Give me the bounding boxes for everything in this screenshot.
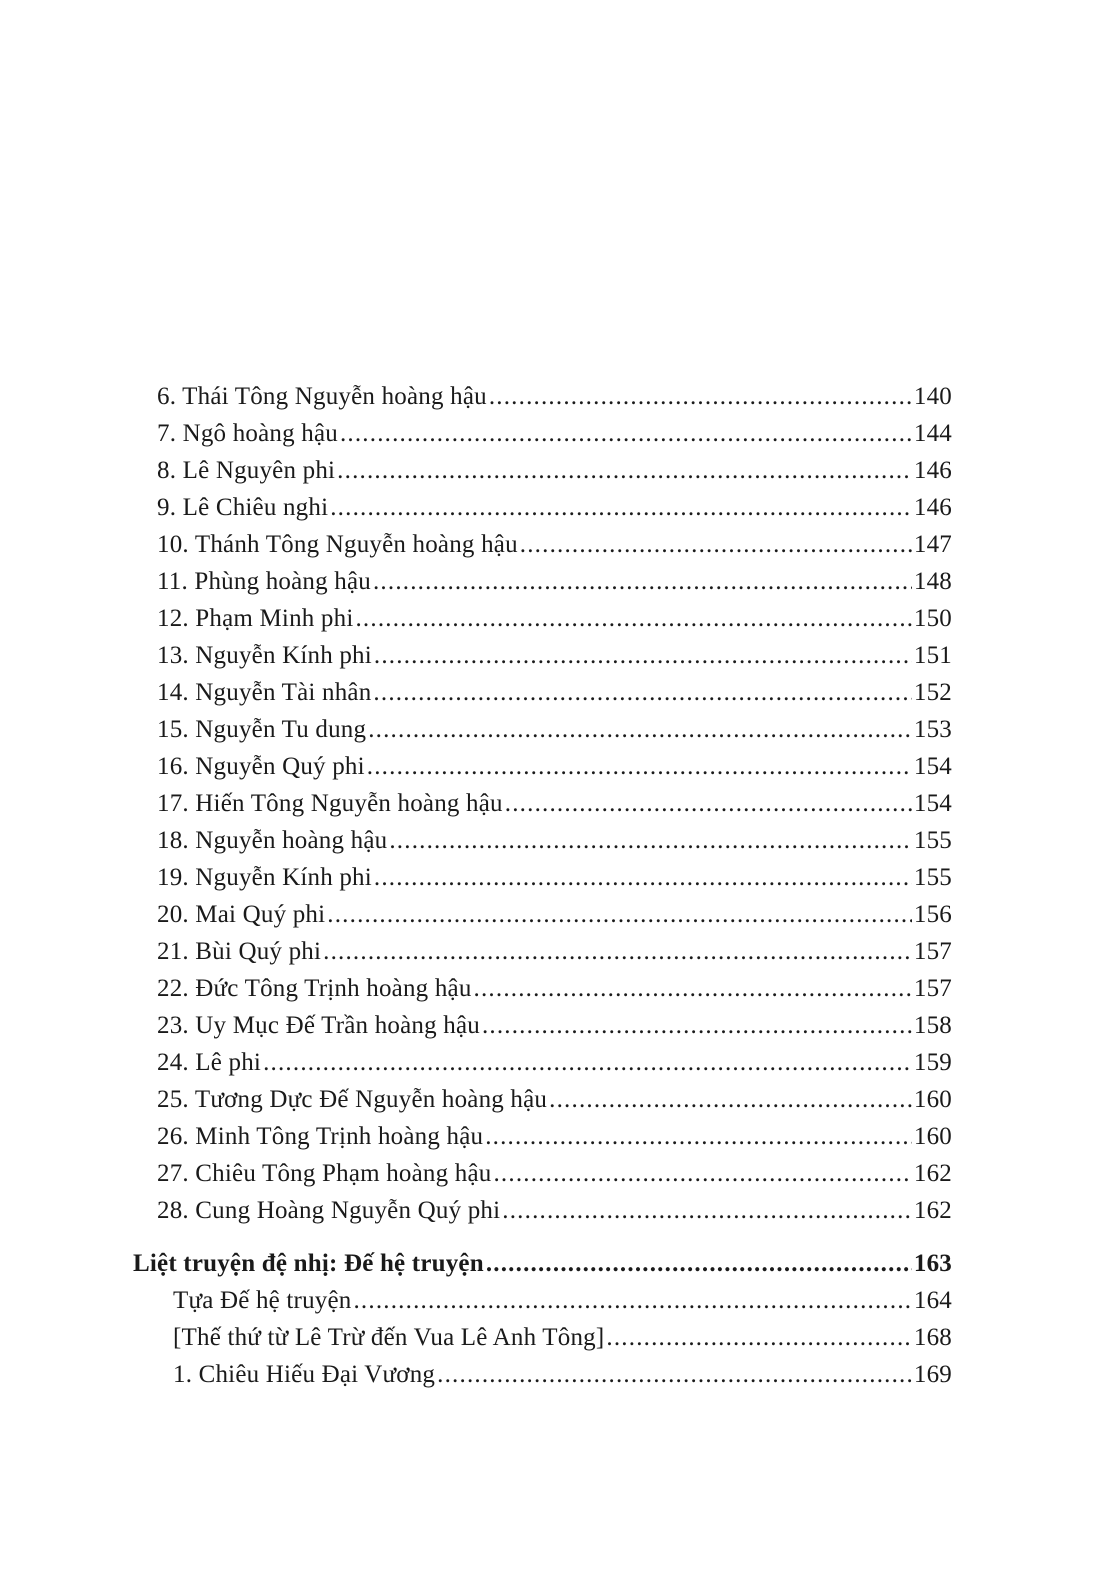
toc-entry-page: 159 [913, 1049, 952, 1076]
toc-entry-title: 10. Thánh Tông Nguyễn hoàng hậu [157, 531, 518, 558]
toc-entry-page: 160 [913, 1086, 952, 1113]
toc-entry-page: 153 [913, 716, 952, 743]
toc-entry-page: 157 [913, 938, 952, 965]
dot-leader [520, 526, 912, 563]
dot-leader [368, 711, 912, 748]
toc-entry-page: 168 [913, 1324, 952, 1351]
toc-entry-page: 158 [913, 1012, 952, 1039]
dot-leader [482, 1007, 912, 1044]
toc-entry-title: 11. Phùng hoàng hậu [157, 568, 371, 595]
toc-entry [157, 489, 952, 526]
toc-entry-page: 169 [913, 1361, 952, 1388]
toc-entry-page: 164 [913, 1287, 952, 1314]
toc-entry [157, 600, 952, 637]
dot-leader [437, 1356, 912, 1393]
toc-entry [157, 785, 952, 822]
toc-entry-page: 140 [913, 383, 952, 410]
dot-leader [502, 1192, 912, 1229]
toc-entry-page: 146 [913, 457, 952, 484]
toc-entry-page: 146 [913, 494, 952, 521]
dot-leader [485, 1118, 912, 1155]
toc-entry [157, 970, 952, 1007]
toc-entry [173, 1356, 952, 1393]
toc-entry-title: 23. Uy Mục Đế Trần hoàng hậu [157, 1012, 480, 1039]
toc-entry [157, 1155, 952, 1192]
toc-entry-page: 162 [913, 1197, 952, 1224]
dot-leader [374, 859, 912, 896]
toc-entry [157, 748, 952, 785]
toc-entry-page: 157 [913, 975, 952, 1002]
toc-entry-page: 156 [913, 901, 952, 928]
toc-entry-title: 8. Lê Nguyên phi [157, 457, 336, 484]
toc-entry-title: 17. Hiến Tông Nguyễn hoàng hậu [157, 790, 503, 817]
toc-entry-title: 26. Minh Tông Trịnh hoàng hậu [157, 1123, 484, 1150]
toc-entry-page: 155 [913, 827, 952, 854]
toc-entry-title: 24. Lê phi [157, 1049, 262, 1076]
toc-entry-title: 7. Ngô hoàng hậu [157, 420, 338, 447]
dot-leader [367, 748, 912, 785]
toc-entry-page: 151 [913, 642, 952, 669]
toc-entry-page: 144 [913, 420, 952, 447]
dot-leader [330, 489, 912, 526]
toc-entry-title: 16. Nguyễn Quý phi [157, 753, 365, 780]
toc-entry-page: 147 [913, 531, 952, 558]
toc-entry [157, 1118, 952, 1155]
toc-entry [157, 637, 952, 674]
toc-entry [157, 674, 952, 711]
dot-leader [327, 896, 912, 933]
toc-entry-title: 15. Nguyễn Tu dung [157, 716, 367, 743]
toc-entry-page: 152 [913, 679, 952, 706]
dot-leader [389, 822, 912, 859]
dot-leader [505, 785, 912, 822]
toc-entry [157, 1007, 952, 1044]
toc-entry [157, 822, 952, 859]
toc-entry-title: [Thế thứ từ Lê Trừ đến Vua Lê Anh Tông] [173, 1324, 605, 1351]
toc-entry-title: Tựa Đế hệ truyện [173, 1287, 352, 1314]
toc-entry [157, 452, 952, 489]
toc-entry [157, 415, 952, 452]
toc-entry-title: 18. Nguyễn hoàng hậu [157, 827, 388, 854]
toc-entry-page: 154 [913, 790, 952, 817]
dot-leader [340, 415, 912, 452]
toc-entry-page: 150 [913, 605, 952, 632]
dot-leader [373, 563, 912, 600]
dot-leader [337, 452, 912, 489]
toc-entry-title: 19. Nguyễn Kính phi [157, 864, 372, 891]
toc-entry [173, 1319, 952, 1356]
dot-leader [323, 933, 912, 970]
toc-entry-page: 148 [913, 568, 952, 595]
toc-entry-page: 160 [913, 1123, 952, 1150]
toc-entry-title: 22. Đức Tông Trịnh hoàng hậu [157, 975, 472, 1002]
toc-section-heading [133, 1245, 952, 1282]
dot-leader [493, 1155, 911, 1192]
dot-leader [489, 378, 912, 415]
toc-entry [157, 1081, 952, 1118]
dot-leader [549, 1081, 912, 1118]
dot-leader [353, 1282, 911, 1319]
toc-entry [157, 1192, 952, 1229]
toc-entry-page: 155 [913, 864, 952, 891]
toc-entry [157, 378, 952, 415]
toc-entry-title: 27. Chiêu Tông Phạm hoàng hậu [157, 1160, 492, 1187]
dot-leader [263, 1044, 912, 1081]
toc-entry-title: 20. Mai Quý phi [157, 901, 326, 928]
toc-entry-title: 9. Lê Chiêu nghi [157, 494, 329, 521]
dot-leader [373, 674, 911, 711]
toc-entry-page: 154 [913, 753, 952, 780]
toc-entry-title: 14. Nguyễn Tài nhân [157, 679, 372, 706]
dot-leader [474, 970, 912, 1007]
toc-entry [157, 711, 952, 748]
toc-entry [157, 896, 952, 933]
toc-entry-title: 6. Thái Tông Nguyễn hoàng hậu [157, 383, 487, 410]
toc-section-page: 163 [913, 1250, 952, 1277]
toc-entry-page: 162 [913, 1160, 952, 1187]
toc-entry [157, 1044, 952, 1081]
dot-leader [486, 1245, 912, 1282]
dot-leader [374, 637, 912, 674]
toc-entry [157, 933, 952, 970]
toc-section-title: Liệt truyện đệ nhị: Đế hệ truyện [133, 1250, 484, 1277]
toc-entry-title: 13. Nguyễn Kính phi [157, 642, 372, 669]
dot-leader [606, 1319, 911, 1356]
toc-entry [173, 1282, 952, 1319]
toc-entry [157, 526, 952, 563]
toc-entry-title: 12. Phạm Minh phi [157, 605, 354, 632]
toc-entry-title: 21. Bùi Quý phi [157, 938, 322, 965]
dot-leader [355, 600, 911, 637]
toc-entry-title: 25. Tương Dực Đế Nguyễn hoàng hậu [157, 1086, 548, 1113]
toc-entry-title: 28. Cung Hoàng Nguyễn Quý phi [157, 1197, 501, 1224]
toc-entry [157, 859, 952, 896]
toc-entry [157, 563, 952, 600]
toc-entry-title: 1. Chiêu Hiếu Đại Vương [173, 1361, 436, 1388]
